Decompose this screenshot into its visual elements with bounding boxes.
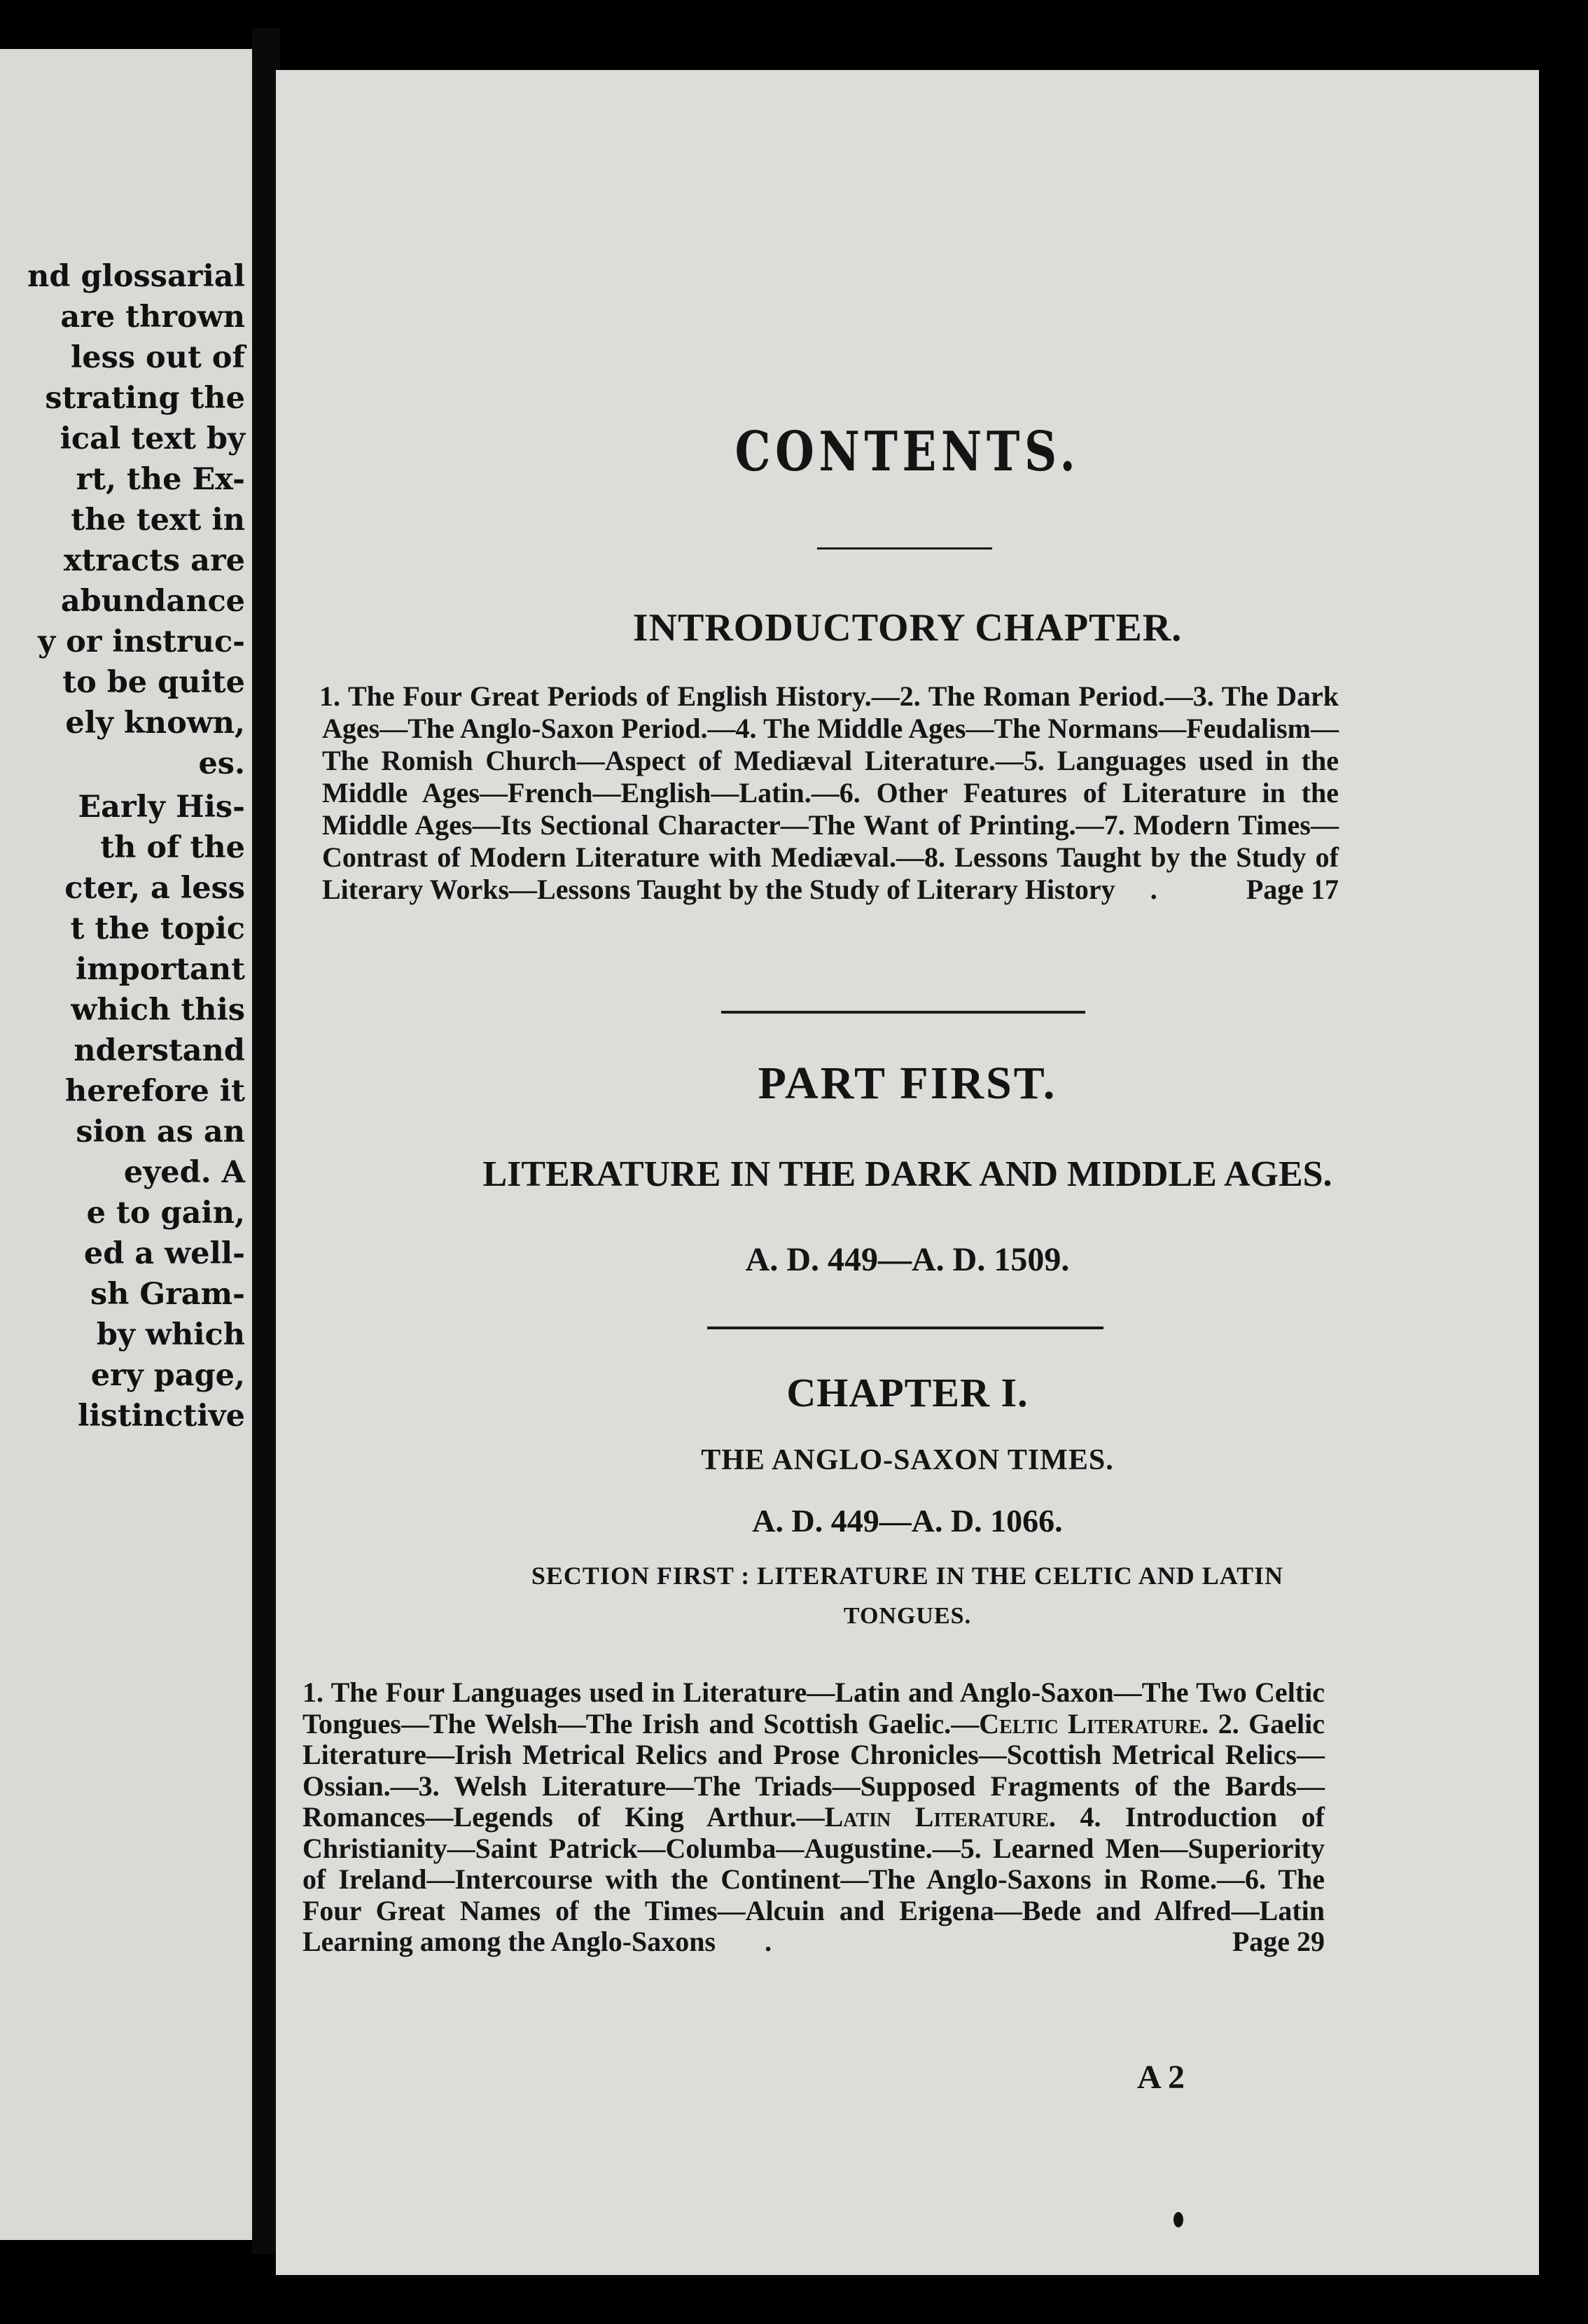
- left-page-line: e to gain,: [86, 1196, 245, 1231]
- left-page-line: th of the: [100, 830, 245, 865]
- part-dates: A. D. 449—A. D. 1509.: [745, 1241, 1070, 1278]
- page-edge-shadow: [1539, 0, 1588, 2324]
- signature-mark: A 2: [1137, 2059, 1185, 2096]
- left-page-line: ical text by: [60, 421, 245, 456]
- chapter-heading: CHAPTER I.: [786, 1370, 1029, 1415]
- chapter-text-c: 4. Introduction of Christianity—Saint Patrick—Columba—Augustine.—5. Learned Men—Superiority of Ireland—Intercourse with the Continent—The Anglo-Saxons in Rome.—6. The Four Great Names of the Times—Alcuin and Erigena—Bede and Alfred—Latin Learning among the Anglo-Saxons: [302, 1801, 1325, 1957]
- divider: [707, 1326, 1103, 1329]
- left-page-line: es.: [198, 746, 245, 781]
- ink-spot: [1173, 2212, 1183, 2227]
- left-page-line: listinctive: [77, 1399, 245, 1434]
- left-page-line: eyed. A: [123, 1155, 245, 1190]
- chapter-summary: [302, 1677, 1325, 1958]
- left-page-line: nderstand: [74, 1033, 245, 1068]
- left-page-line: nd glossarial: [27, 259, 245, 294]
- left-page-line: cter, a less: [64, 871, 245, 906]
- left-page-line: ery page,: [90, 1358, 245, 1393]
- left-page-line: strating the: [45, 381, 245, 416]
- introductory-summary: [319, 680, 1339, 906]
- left-page-line: by which: [96, 1317, 245, 1352]
- celtic-literature-label: Celtic Literature.: [979, 1707, 1209, 1740]
- part-subheading: LITERATURE IN THE DARK AND MIDDLE AGES.: [482, 1154, 1332, 1194]
- left-page-line: to be quite: [62, 665, 245, 700]
- section-heading: SECTION FIRST : LITERATURE IN THE CELTIC AND LATIN: [531, 1562, 1284, 1590]
- contents-page: [276, 70, 1539, 2275]
- left-page-line: the text in: [71, 503, 245, 538]
- introductory-page-ref: Page 17: [1246, 874, 1339, 905]
- left-page-line: ely known,: [65, 706, 245, 741]
- left-page-line: sh Gram-: [90, 1277, 245, 1312]
- left-page-line: are thrown: [60, 300, 245, 335]
- leader-dot: .: [765, 1926, 772, 1957]
- left-page-line: sion as an: [76, 1114, 245, 1149]
- part-heading: PART FIRST.: [758, 1058, 1057, 1109]
- left-facing-page: [0, 49, 252, 2240]
- left-page-line: less out of: [70, 340, 245, 375]
- left-page-line: abundance: [60, 584, 245, 619]
- chapter-page-ref: Page 29: [1232, 1926, 1325, 1957]
- chapter-title: THE ANGLO-SAXON TIMES.: [701, 1444, 1114, 1476]
- divider: [721, 1011, 1085, 1014]
- left-page-line: important: [75, 952, 245, 987]
- chapter-dates: A. D. 449—A. D. 1066.: [752, 1503, 1063, 1539]
- introductory-heading: INTRODUCTORY CHAPTER.: [632, 606, 1183, 650]
- divider: [817, 547, 992, 550]
- left-page-line: Early His-: [78, 790, 245, 825]
- left-page-line: t the topic: [70, 911, 245, 946]
- leader-dot: .: [1150, 874, 1157, 905]
- page-title: CONTENTS.: [734, 420, 1080, 484]
- chapter-text-b: 2. Gaelic Literature—Irish Metrical Relics and Prose Chronicles—Scottish Metrical Relics—Ossian.—3. Welsh Literature—The Triads—Supposed Fragments of the Bards—Romances—Legends of King Arthur.—: [302, 1707, 1325, 1833]
- left-page-line: which this: [71, 993, 245, 1028]
- left-page-line: herefore it: [65, 1074, 245, 1109]
- chapter-text-a: 1. The Four Languages used in Literature—Latin and Anglo-Saxon—The Two Celtic Tongues—The Welsh—The Irish and Scottish Gaelic.—: [302, 1676, 1325, 1740]
- left-page-line: y or instruc-: [38, 624, 245, 659]
- left-page-line: xtracts are: [63, 543, 245, 578]
- section-heading-cont: TONGUES.: [843, 1603, 972, 1629]
- left-page-line: ed a well-: [83, 1236, 245, 1271]
- latin-literature-label: Latin Literature.: [824, 1801, 1056, 1833]
- introductory-text: 1. The Four Great Periods of English History.—2. The Roman Period.—3. The Dark Ages—The Anglo-Saxon Period.—4. The Middle Ages—The Normans—Feudalism—The Romish Church—Aspect of Mediæval Literature.—5. Languages used in the Middle Ages—French—English—Latin.—6. Other Features of Literature in the Middle Ages—Its Sectional Character—The Want of Printing.—7. Modern Times—Contrast of Modern Literature with Mediæval.—8. Lessons Taught by the Study of Literary Works—Lessons Taught by the Study of Literary History: [319, 680, 1339, 905]
- left-page-line: rt, the Ex-: [76, 462, 245, 497]
